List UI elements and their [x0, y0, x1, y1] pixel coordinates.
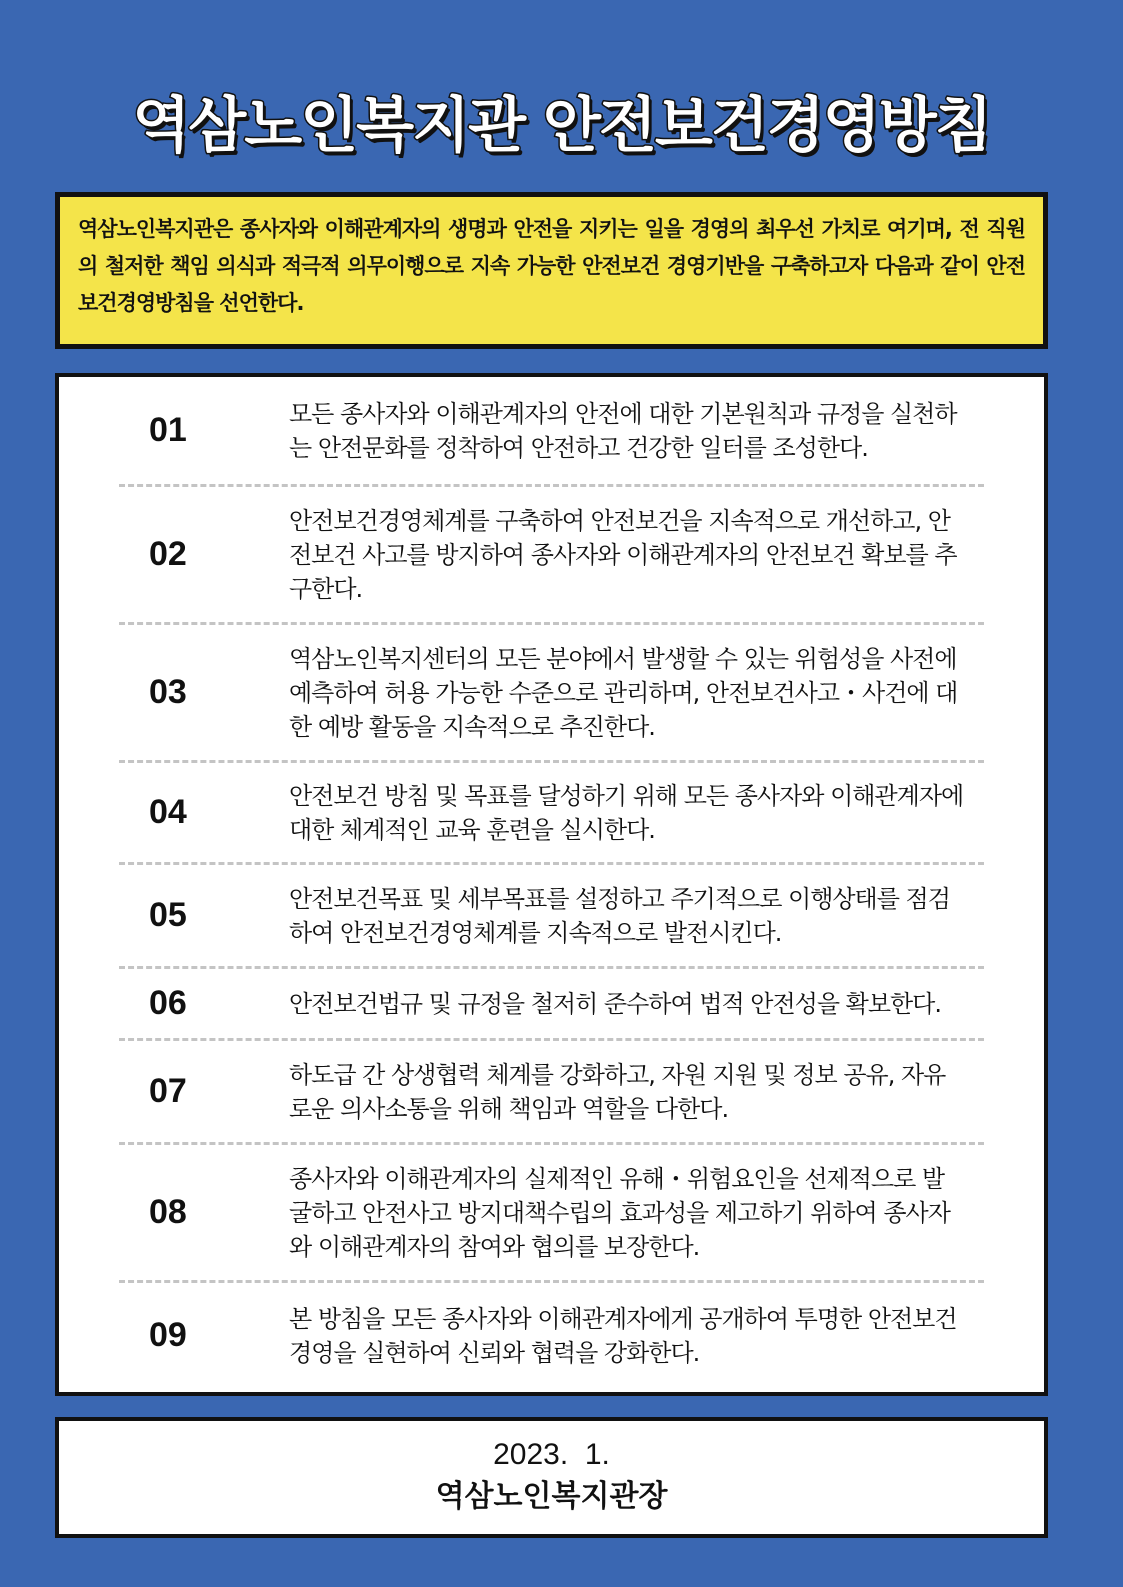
- policy-text: 종사자와 이해관계자의 실제적인 유해・위험요인을 선제적으로 발굴하고 안전사고 방지대책수립의 효과성을 제고하기 위하여 종사자와 이해관계자의 참여와 협의를 보장한다.: [289, 1164, 950, 1261]
- policy-item: [119, 1041, 984, 1145]
- policy-text: 모든 종사자와 이해관계자의 안전에 대한 기본원칙과 규정을 실천하는 안전문화를 정착하여 안전하고 건강한 일터를 조성한다.: [289, 399, 957, 462]
- policy-item: [119, 625, 984, 763]
- policy-number: 08: [149, 1193, 187, 1231]
- policy-number: 04: [149, 793, 187, 831]
- issue-date: 2023. 1.: [493, 1438, 610, 1471]
- intro-statement: 역삼노인복지관은 종사자와 이해관계자의 생명과 안전을 지키는 일을 경영의 최우선 가치로 여기며, 전 직원의 철저한 책임 의식과 적극적 의무이행으로 지속 가능한 안전보건 경영기반을 구축하고자 다음과 같이 안전보건경영방침을 선언한다.: [55, 192, 1048, 349]
- policy-text: 본 방침을 모든 종사자와 이해관계자에게 공개하여 투명한 안전보건경영을 실현하여 신뢰와 협력을 강화한다.: [289, 1304, 957, 1367]
- policy-item: [119, 969, 984, 1041]
- policy-item: [119, 487, 984, 625]
- policy-number: 09: [149, 1316, 187, 1354]
- policy-number: 05: [149, 896, 187, 934]
- signer-title: 역삼노인복지관장: [435, 1479, 668, 1514]
- policy-number: 03: [149, 673, 187, 711]
- policy-text: 하도급 간 상생협력 체계를 강화하고, 자원 지원 및 정보 공유, 자유로운 의사소통을 위해 책임과 역할을 다한다.: [289, 1060, 946, 1123]
- policy-text: 역삼노인복지센터의 모든 분야에서 발생할 수 있는 위험성을 사전에 예측하여 허용 가능한 수준으로 관리하며, 안전보건사고・사건에 대한 예방 활동을 지속적으로 추진한다.: [289, 644, 958, 741]
- policy-number: 02: [149, 535, 187, 573]
- policy-list: [55, 373, 1048, 1396]
- policy-text: 안전보건목표 및 세부목표를 설정하고 주기적으로 이행상태를 점검하여 안전보건경영체계를 지속적으로 발전시킨다.: [289, 884, 950, 947]
- policy-text: 안전보건 방침 및 목표를 달성하기 위해 모든 종사자와 이해관계자에 대한 체계적인 교육 훈련을 실시한다.: [289, 781, 964, 844]
- policy-item: [119, 763, 984, 865]
- page-title: 역삼노인복지관 안전보건경영방침: [132, 91, 991, 161]
- policy-item: [119, 865, 984, 969]
- policy-item: [119, 1145, 984, 1283]
- policy-number: 07: [149, 1072, 187, 1110]
- policy-item: [119, 1283, 984, 1388]
- policy-text: 안전보건경영체계를 구축하여 안전보건을 지속적으로 개선하고, 안전보건 사고를 방지하여 종사자와 이해관계자의 안전보건 확보를 추구한다.: [289, 506, 957, 603]
- policy-item: [119, 377, 984, 487]
- policy-number: 06: [149, 984, 187, 1022]
- policy-number: 01: [149, 411, 187, 449]
- policy-text: 안전보건법규 및 규정을 철저히 준수하여 법적 안전성을 확보한다.: [289, 989, 941, 1018]
- signature-box: [55, 1417, 1048, 1538]
